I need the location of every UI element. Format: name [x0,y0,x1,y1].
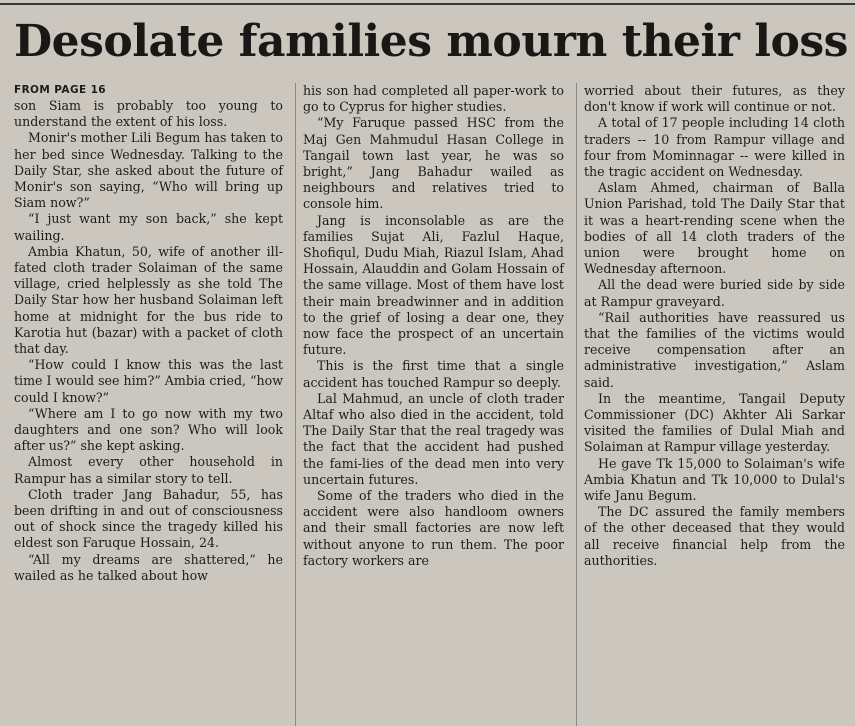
paragraph: Almost every other household in Rampur has a similar story to tell. [14,454,283,486]
paragraph: Cloth trader Jang Bahadur, 55, has been drifting in and out of consciousness out of shock since the tragedy killed his eldest son Faruque Hossain, 24. [14,486,283,551]
paragraph: A total of 17 people including 14 cloth traders -- 10 from Rampur village and four from Mominnagar -- were killed in the tragic accident on Wednesday. [584,115,845,180]
paragraph: “How could I know this was the last time I would see him?” Ambia cried, “how could I know?” [14,357,283,405]
jump-kicker: FROM PAGE 16 [14,84,107,96]
paragraph: “Rail authorities have reassured us that the families of the victims would receive compensation after an administrative investigation,” Aslam said. [584,309,845,390]
paragraph: Ambia Khatun, 50, wife of another ill-fated cloth trader Solaiman of the same village, cried helplessly as she told The Daily Star how her husband Solaiman left home at midnight for the bus ride to Karotia hut (bazar) with a packet of cloth that day. [14,243,283,357]
paragraph: All the dead were buried side by side at Rampur graveyard. [584,277,845,309]
paragraph: This is the first time that a single accident has touched Rampur so deeply. [303,358,564,390]
paragraph: Jang is inconsolable as are the families Sujat Ali, Fazlul Haque, Shofiqul, Dudu Miah, Riazul Islam, Ahad Hossain, Alauddin and Golam Hossain of the same village. Most of them have lost their main breadwinner and in addition to the grief of losing a dear one, they now face the prospect of an uncertain future. [303,212,564,358]
paragraph: Aslam Ahmed, chairman of Balla Union Parishad, told The Daily Star that it was a heart-rending scene when the bodies of all 14 cloth traders of the union were brought home on Wednesday afternoon. [584,180,845,277]
paragraph: Some of the traders who died in the accident were also handloom owners and their small factories are now left without anyone to run them. The poor factory workers are [303,488,564,568]
paragraph: his son had completed all paper-work to go to Cyprus for higher studies. [303,83,564,115]
top-rule [0,3,855,5]
paragraph: worried about their futures, as they don't know if work will continue or not. [584,83,845,115]
article-body [14,83,849,726]
paragraph: Lal Mahmud, an uncle of cloth trader Altaf who also died in the accident, told The Daily Star that the real tragedy was the fact that the accident had pushed the fami-lies of the dead men into very uncertain futures. [303,390,564,487]
column-2 [295,83,568,726]
paragraph: He gave Tk 15,000 to Solaiman's wife Ambia Khatun and Tk 10,000 to Dulal's wife Janu Begum. [584,455,845,504]
paragraph: The DC assured the family members of the other deceased that they would all receive financial help from the authorities. [584,504,845,568]
paragraph: “I just want my son back,” she kept wailing. [14,211,283,243]
paragraph: Monir's mother Lili Begum has taken to her bed since Wednesday. Talking to the Daily Star, she asked about the future of Monir's son saying, “Who will bring up Siam now?” [14,130,283,211]
column-3 [576,83,849,726]
paragraph: “All my dreams are shattered,” he wailed as he talked about how [14,551,283,583]
paragraph: In the meantime, Tangail Deputy Commissioner (DC) Akhter Ali Sarkar visited the families of Dulal Miah and Solaiman at Rampur village yesterday. [584,390,845,455]
paragraph: son Siam is probably too young to understand the extent of his loss. [14,98,283,130]
paragraph: “Where am I to go now with my two daughters and one son? Who will look after us?” she kept asking. [14,405,283,454]
column-1 [14,83,287,726]
paragraph: “My Faruque passed HSC from the Maj Gen Mahmudul Hasan College in Tangail town last year, he was so bright,” Jang Bahadur wailed as neighbours and relatives tried to console him. [303,115,564,212]
headline: Desolate families mourn their loss [14,16,848,67]
